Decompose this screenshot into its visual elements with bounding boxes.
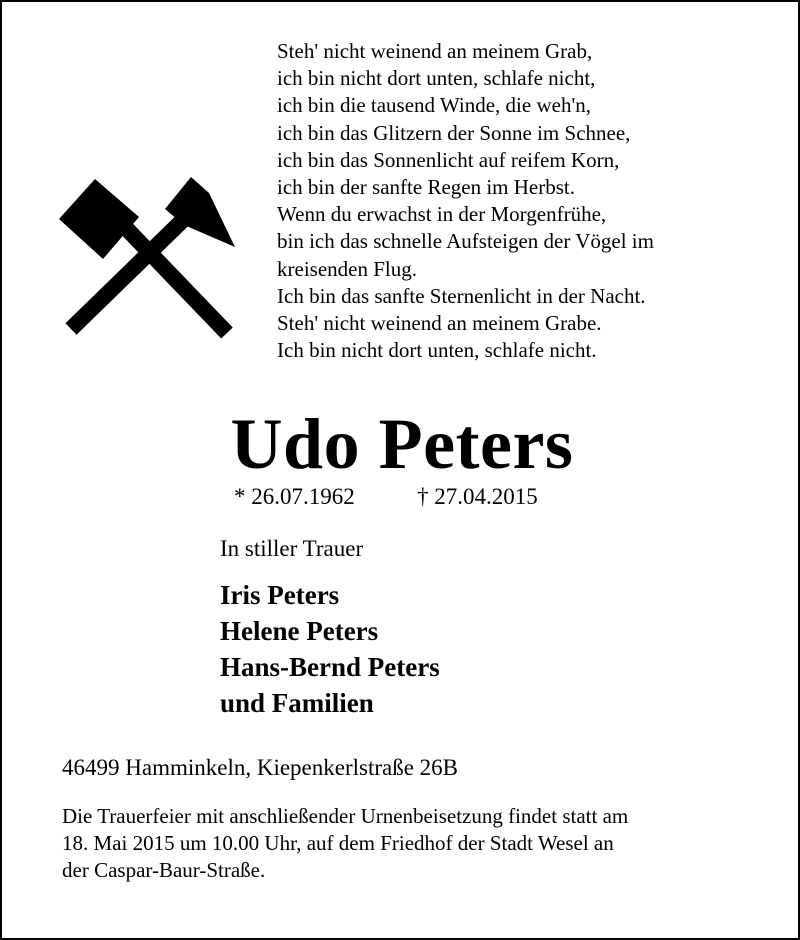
mourner-name: Iris Peters [220,580,340,610]
notice-line: 18. Mai 2015 um 10.00 Uhr, auf dem Friedhof der Stadt Wesel an [62,831,614,855]
notice-line: der Caspar-Baur-Straße. [62,858,266,882]
mourner-name: Hans-Bernd Peters [220,652,440,682]
funeral-notice [62,803,762,884]
mourner-name: Helene Peters [220,616,379,646]
mourning-line: In stiller Trauer [220,536,364,561]
death-date: † 27.04.2015 [417,484,538,509]
poem-line: kreisenden Flug. [277,256,417,281]
mourner-name: und Familien [220,688,374,718]
poem-line: ich bin der sanfte Regen im Herbst. [277,175,575,200]
poem-line: bin ich das schnelle Aufsteigen der Vögel im [277,229,654,254]
poem-line: Wenn du erwachst in der Morgenfrühe, [277,202,607,227]
birth-date: * 26.07.1962 [234,484,355,509]
poem-line: Ich bin nicht dort unten, schlafe nicht. [277,338,597,363]
deceased-name: Udo Peters [230,404,574,484]
poem-line: Steh' nicht weinend an meinem Grabe. [277,311,602,336]
address: 46499 Hamminkeln, Kiepenkerlstraße 26B [62,755,459,780]
poem-line: Ich bin das sanfte Sternenlicht in der Nacht. [277,283,646,308]
poem-line: ich bin das Glitzern der Sonne im Schnee, [277,120,631,145]
poem [277,38,777,364]
notice-line: Die Trauerfeier mit anschließender Urnenbeisetzung findet statt am [62,804,629,828]
mourners-list [220,577,440,721]
crossed-hammers-icon [57,167,242,342]
poem-line: ich bin das Sonnenlicht auf reifem Korn, [277,147,620,172]
poem-line: ich bin die tausend Winde, die weh'n, [277,93,591,118]
poem-line: Steh' nicht weinend an meinem Grab, [277,39,593,63]
poem-line: ich bin nicht dort unten, schlafe nicht, [277,66,596,91]
